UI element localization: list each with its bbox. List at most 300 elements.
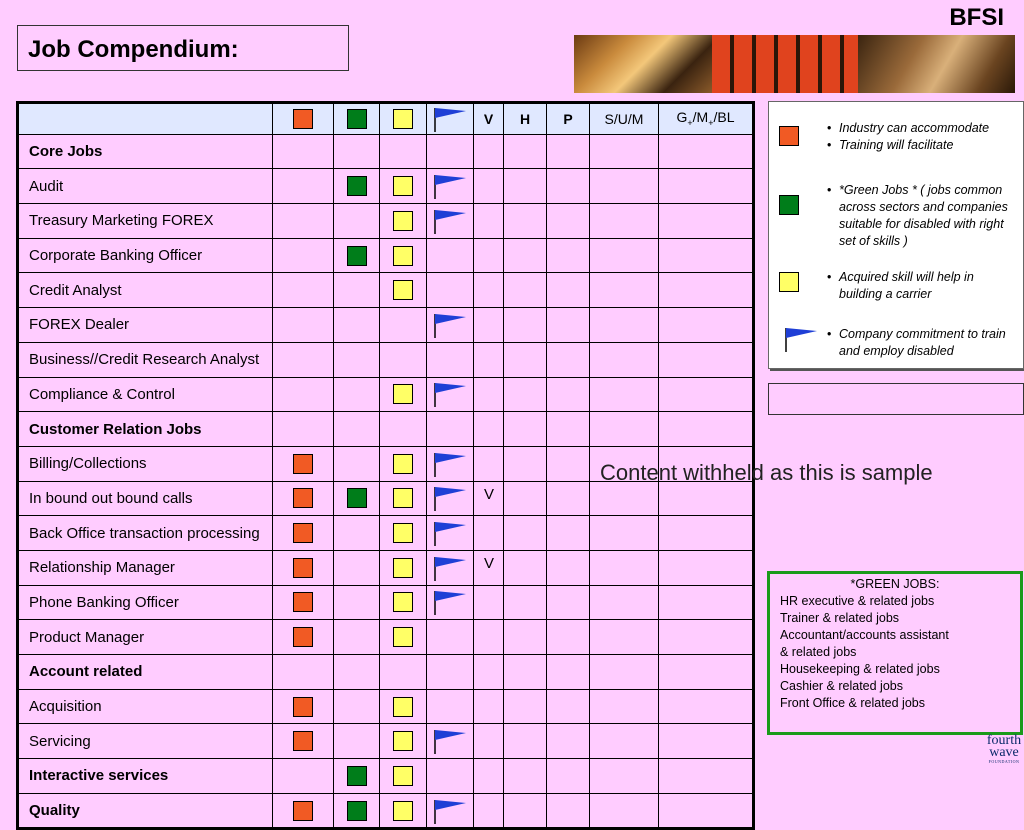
h-cell: [504, 516, 547, 551]
legend-flag-text: [827, 326, 1012, 360]
flag-cell: [427, 342, 474, 377]
header-flag: [427, 103, 474, 135]
yellow-cell: [380, 585, 427, 620]
logo-line-1: fourth: [986, 733, 1022, 748]
orange-cell: [273, 412, 334, 447]
yellow-cell: [380, 793, 427, 829]
h-cell: [504, 342, 547, 377]
flag-cell: [427, 377, 474, 412]
job-label: FOREX Dealer: [18, 308, 273, 343]
header-sum: S/U/M: [590, 103, 659, 135]
h-cell: [504, 377, 547, 412]
sum-cell: [590, 169, 659, 204]
yellow-square-icon: [393, 384, 413, 404]
v-cell: [474, 204, 504, 239]
p-cell: [547, 204, 590, 239]
yellow-cell: [380, 238, 427, 273]
orange-square-icon: [293, 592, 313, 612]
h-cell: [504, 238, 547, 273]
table-row: [18, 308, 754, 343]
p-cell: [547, 550, 590, 585]
job-label: Relationship Manager: [18, 550, 273, 585]
orange-square-icon: [293, 558, 313, 578]
table-row: [18, 169, 754, 204]
job-label: In bound out bound calls: [18, 481, 273, 516]
orange-square-icon: [293, 801, 313, 821]
h-cell: [504, 585, 547, 620]
flag-cell: [427, 620, 474, 655]
yellow-square-icon: [393, 627, 413, 647]
legend-yellow-icon: [779, 272, 799, 292]
sum-cell: [590, 377, 659, 412]
h-cell: [504, 724, 547, 759]
green-jobs-line: HR executive & related jobs: [780, 594, 935, 608]
green-square-icon: [347, 766, 367, 786]
job-label: Product Manager: [18, 620, 273, 655]
green-cell: [334, 238, 380, 273]
orange-cell: [273, 169, 334, 204]
sum-cell: [590, 273, 659, 308]
orange-cell: [273, 308, 334, 343]
job-label: Audit: [18, 169, 273, 204]
job-label: Interactive services: [18, 759, 273, 794]
job-label: Servicing: [18, 724, 273, 759]
header-v: V: [474, 103, 504, 135]
v-cell: V: [474, 550, 504, 585]
v-cell: [474, 412, 504, 447]
green-cell: [334, 724, 380, 759]
yellow-cell: [380, 446, 427, 481]
p-cell: [547, 481, 590, 516]
v-cell: [474, 342, 504, 377]
v-cell: [474, 273, 504, 308]
green-square-icon: [347, 176, 367, 196]
flag-cell: [427, 759, 474, 794]
sum-cell: [590, 516, 659, 551]
green-cell: [334, 342, 380, 377]
green-cell: [334, 689, 380, 724]
job-label: Billing/Collections: [18, 446, 273, 481]
green-cell: [334, 550, 380, 585]
flag-cell: [427, 446, 474, 481]
yellow-cell: [380, 273, 427, 308]
legend-green-line: • *Green Jobs * ( jobs common across sectors and companies suitable for disabled with right set of skills ): [827, 182, 1012, 250]
p-cell: [547, 620, 590, 655]
gmbl-cell: [659, 724, 754, 759]
job-label: Compliance & Control: [18, 377, 273, 412]
orange-cell: [273, 273, 334, 308]
sum-cell: [590, 204, 659, 239]
flag-icon: [432, 173, 468, 199]
gmbl-cell: [659, 342, 754, 377]
brand-label: BFSI: [949, 4, 1004, 31]
yellow-cell: [380, 377, 427, 412]
flag-icon: [432, 208, 468, 234]
yellow-square-icon: [393, 731, 413, 751]
green-square-icon: [347, 488, 367, 508]
table-row: [18, 481, 754, 516]
green-cell: [334, 759, 380, 794]
sum-cell: [590, 759, 659, 794]
flag-cell: [427, 273, 474, 308]
h-cell: [504, 134, 547, 169]
green-cell: [334, 273, 380, 308]
orange-cell: [273, 134, 334, 169]
green-jobs-line: & related jobs: [780, 645, 857, 659]
legend-panel: [768, 101, 1024, 369]
sum-cell: [590, 412, 659, 447]
legend-green-text: [827, 182, 1012, 250]
green-cell: [334, 377, 380, 412]
yellow-square-icon: [393, 246, 413, 266]
h-cell: [504, 446, 547, 481]
p-cell: [547, 412, 590, 447]
table-row: [18, 759, 754, 794]
orange-square-icon: [293, 697, 313, 717]
gmbl-cell: [659, 620, 754, 655]
yellow-cell: [380, 169, 427, 204]
flag-icon: [432, 798, 468, 824]
green-square-icon: [347, 246, 367, 266]
sum-cell: [590, 481, 659, 516]
yellow-cell: [380, 724, 427, 759]
v-cell: [474, 516, 504, 551]
flag-cell: [427, 793, 474, 829]
v-cell: [474, 446, 504, 481]
v-cell: [474, 793, 504, 829]
sum-cell: [590, 620, 659, 655]
yellow-square-icon: [393, 801, 413, 821]
gmbl-cell: [659, 793, 754, 829]
yellow-square-icon: [393, 766, 413, 786]
job-label: Business//Credit Research Analyst: [18, 342, 273, 377]
flag-icon: [432, 451, 468, 477]
gmbl-cell: [659, 481, 754, 516]
v-cell: [474, 655, 504, 690]
yellow-cell: [380, 204, 427, 239]
flag-icon: [432, 555, 468, 581]
orange-cell: [273, 689, 334, 724]
v-cell: [474, 134, 504, 169]
legend-orange-icon: [779, 126, 799, 146]
p-cell: [547, 724, 590, 759]
green-cell: [334, 655, 380, 690]
table-row: [18, 412, 754, 447]
v-cell: [474, 238, 504, 273]
p-cell: [547, 689, 590, 724]
yellow-cell: [380, 342, 427, 377]
green-jobs-line: Trainer & related jobs: [780, 611, 900, 625]
legend-orange-line-1: • Industry can accommodate: [827, 120, 1012, 137]
table-row: [18, 134, 754, 169]
v-cell: [474, 585, 504, 620]
green-cell: [334, 585, 380, 620]
yellow-square-icon: [393, 454, 413, 474]
table-row: [18, 620, 754, 655]
gmbl-cell: [659, 412, 754, 447]
yellow-cell: [380, 550, 427, 585]
empty-note-box: [768, 383, 1024, 415]
yellow-cell: [380, 481, 427, 516]
flag-cell: [427, 550, 474, 585]
table-row: [18, 655, 754, 690]
table-row: [18, 238, 754, 273]
yellow-cell: [380, 655, 427, 690]
sum-cell: [590, 689, 659, 724]
job-label: Credit Analyst: [18, 273, 273, 308]
orange-cell: [273, 585, 334, 620]
green-jobs-line: Front Office & related jobs: [780, 696, 925, 710]
green-cell: [334, 481, 380, 516]
flag-icon: [432, 312, 468, 338]
flag-cell: [427, 724, 474, 759]
yellow-square-icon: [393, 558, 413, 578]
header-p: P: [547, 103, 590, 135]
h-cell: [504, 655, 547, 690]
job-label: Phone Banking Officer: [18, 585, 273, 620]
flag-cell: [427, 169, 474, 204]
h-cell: [504, 169, 547, 204]
gmbl-cell: [659, 585, 754, 620]
green-jobs-line: Housekeeping & related jobs: [780, 662, 940, 676]
v-cell: [474, 620, 504, 655]
flag-cell: [427, 585, 474, 620]
yellow-square-icon: [393, 280, 413, 300]
p-cell: [547, 134, 590, 169]
fourth-wave-logo: [984, 735, 1024, 764]
job-label: Account related: [18, 655, 273, 690]
orange-square-icon: [293, 731, 313, 751]
gmbl-cell: [659, 204, 754, 239]
job-label: Customer Relation Jobs: [18, 412, 273, 447]
yellow-square-icon: [393, 176, 413, 196]
sum-cell: [590, 724, 659, 759]
p-cell: [547, 238, 590, 273]
flag-cell: [427, 689, 474, 724]
legend-yellow-line: • Acquired skill will help in building a carrier: [827, 269, 1012, 303]
h-cell: [504, 550, 547, 585]
table-row: [18, 724, 754, 759]
flag-cell: [427, 134, 474, 169]
green-cell: [334, 446, 380, 481]
yellow-cell: [380, 412, 427, 447]
p-cell: [547, 342, 590, 377]
table-row: [18, 793, 754, 829]
green-cell: [334, 204, 380, 239]
legend-flag-line: • Company commitment to train and employ disabled: [827, 326, 1012, 360]
h-cell: [504, 412, 547, 447]
legend-flag-icon: [783, 326, 819, 352]
flag-icon: [432, 485, 468, 511]
table-row: [18, 204, 754, 239]
logo-line-2: wave: [989, 745, 1019, 760]
h-cell: [504, 759, 547, 794]
orange-square-icon: [293, 109, 313, 129]
green-jobs-heading: *GREEN JOBS:: [850, 577, 940, 591]
table-header-row: [18, 103, 754, 135]
header-orange: [273, 103, 334, 135]
legend-green-icon: [779, 195, 799, 215]
v-cell: [474, 377, 504, 412]
sample-watermark: Content withheld as this is sample: [600, 460, 933, 485]
header-gmbl: $G_+/M_+/BL$: [659, 103, 754, 135]
gmbl-cell: [659, 655, 754, 690]
v-cell: [474, 308, 504, 343]
yellow-square-icon: [393, 592, 413, 612]
sum-cell: [590, 655, 659, 690]
orange-square-icon: [293, 523, 313, 543]
orange-square-icon: [293, 488, 313, 508]
sum-cell: [590, 585, 659, 620]
gmbl-cell: [659, 134, 754, 169]
job-label: Core Jobs: [18, 134, 273, 169]
orange-cell: [273, 342, 334, 377]
flag-icon: [432, 381, 468, 407]
v-cell: [474, 169, 504, 204]
flag-icon: [432, 520, 468, 546]
job-label: Treasury Marketing FOREX: [18, 204, 273, 239]
green-cell: [334, 516, 380, 551]
orange-cell: [273, 655, 334, 690]
table-row: [18, 377, 754, 412]
p-cell: [547, 446, 590, 481]
yellow-cell: [380, 689, 427, 724]
green-cell: [334, 412, 380, 447]
table-row: [18, 550, 754, 585]
gmbl-cell: [659, 308, 754, 343]
flag-cell: [427, 238, 474, 273]
h-cell: [504, 481, 547, 516]
green-jobs-line: Accountant/accounts assistant: [780, 628, 949, 642]
orange-cell: [273, 793, 334, 829]
v-cell: [474, 759, 504, 794]
sum-cell: [590, 308, 659, 343]
flag-icon: [432, 589, 468, 615]
v-cell: [474, 689, 504, 724]
legend-orange-text: [827, 120, 1012, 154]
p-cell: [547, 377, 590, 412]
header-h: H: [504, 103, 547, 135]
legend-orange-line-2: • Training will facilitate: [827, 137, 1012, 154]
yellow-cell: [380, 620, 427, 655]
green-square-icon: [347, 109, 367, 129]
table-row: [18, 585, 754, 620]
orange-cell: [273, 481, 334, 516]
job-label: Corporate Banking Officer: [18, 238, 273, 273]
table-row: [18, 689, 754, 724]
h-cell: [504, 620, 547, 655]
page-title: Job Compendium:: [17, 25, 349, 71]
flag-cell: [427, 655, 474, 690]
job-label: Acquisition: [18, 689, 273, 724]
yellow-cell: [380, 134, 427, 169]
orange-cell: [273, 550, 334, 585]
sum-cell: [590, 550, 659, 585]
p-cell: [547, 655, 590, 690]
sum-cell: [590, 342, 659, 377]
job-label: Back Office transaction processing: [18, 516, 273, 551]
p-cell: [547, 793, 590, 829]
p-cell: [547, 759, 590, 794]
logo-line-3: FOUNDATION: [988, 759, 1020, 764]
calculator-photo: [712, 35, 858, 93]
yellow-cell: [380, 759, 427, 794]
gmbl-cell: [659, 273, 754, 308]
flag-icon: [432, 728, 468, 754]
job-label: Quality: [18, 793, 273, 829]
gmbl-cell: [659, 689, 754, 724]
green-jobs-line: Cashier & related jobs: [780, 679, 903, 693]
orange-cell: [273, 446, 334, 481]
yellow-square-icon: [393, 211, 413, 231]
flag-icon: [432, 106, 468, 132]
currency-photo: [858, 35, 1015, 93]
h-cell: [504, 204, 547, 239]
yellow-cell: [380, 308, 427, 343]
yellow-square-icon: [393, 697, 413, 717]
yellow-cell: [380, 516, 427, 551]
orange-cell: [273, 516, 334, 551]
v-cell: V: [474, 481, 504, 516]
flag-cell: [427, 481, 474, 516]
orange-square-icon: [293, 454, 313, 474]
yellow-square-icon: [393, 488, 413, 508]
green-cell: [334, 620, 380, 655]
p-cell: [547, 273, 590, 308]
green-cell: [334, 169, 380, 204]
h-cell: [504, 689, 547, 724]
green-jobs-box: [767, 571, 1023, 735]
header-photo-strip: [574, 35, 1015, 93]
table-row: [18, 516, 754, 551]
orange-cell: [273, 724, 334, 759]
table-row: [18, 342, 754, 377]
orange-cell: [273, 204, 334, 239]
green-cell: [334, 793, 380, 829]
header-green: [334, 103, 380, 135]
gmbl-cell: [659, 516, 754, 551]
orange-cell: [273, 620, 334, 655]
table-row: [18, 273, 754, 308]
yellow-square-icon: [393, 523, 413, 543]
gmbl-cell: [659, 377, 754, 412]
gmbl-cell: [659, 759, 754, 794]
flag-cell: [427, 204, 474, 239]
yellow-square-icon: [393, 109, 413, 129]
sum-cell: [590, 793, 659, 829]
gmbl-cell: [659, 238, 754, 273]
green-cell: [334, 134, 380, 169]
header-job-col: [18, 103, 273, 135]
sum-cell: [590, 134, 659, 169]
flag-cell: [427, 516, 474, 551]
green-square-icon: [347, 801, 367, 821]
flag-cell: [427, 412, 474, 447]
orange-cell: [273, 759, 334, 794]
h-cell: [504, 273, 547, 308]
green-cell: [334, 308, 380, 343]
p-cell: [547, 169, 590, 204]
legend-yellow-text: [827, 269, 1012, 303]
header-yellow: [380, 103, 427, 135]
gmbl-cell: [659, 169, 754, 204]
office-photo: [574, 35, 712, 93]
orange-cell: [273, 377, 334, 412]
orange-square-icon: [293, 627, 313, 647]
gmbl-cell: [659, 550, 754, 585]
p-cell: [547, 308, 590, 343]
flag-cell: [427, 308, 474, 343]
